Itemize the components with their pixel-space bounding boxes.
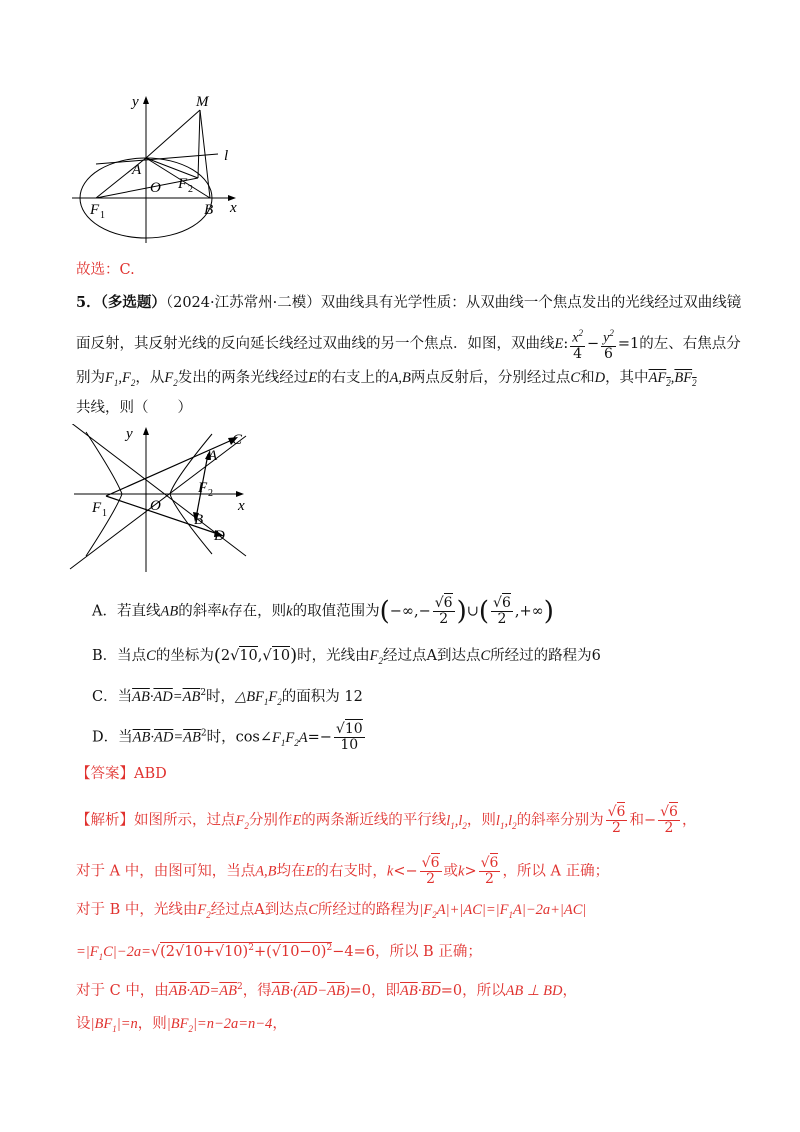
option-b-text-6: 所经过的路程为6: [490, 648, 601, 664]
question-text-3a: 别为: [76, 370, 105, 386]
fig1-label-l: l: [224, 148, 229, 164]
question-line-2: 面反射，其反射光线的反向延长线经过双曲线的另一个焦点．如图，双曲线E: $\frac{x^2}{4}$ − $\frac{y^2}{6}$ =1的左、右焦点分: [76, 328, 741, 362]
option-a-text-2: 的斜率: [178, 603, 222, 620]
option-b: B．当点C的坐标为(2√10,√10)时，光线由$F_2$经过点A到达点C所经过的路程为6: [92, 645, 601, 666]
question-text-1: 双曲线具有光学性质：从双曲线一个焦点发出的光线经过双曲线镜: [320, 295, 742, 311]
fig2-label-b: B: [194, 512, 204, 528]
fig1-label-x: x: [230, 200, 237, 216]
analysis-line-6: 设$|BF_1|=n$，则$|BF_2|=n-2a=n-4$，: [76, 1016, 287, 1034]
fig1-label-m: M: [196, 94, 209, 110]
previous-answer: 故选：C.: [76, 262, 135, 278]
fig2-label-c: C: [232, 432, 243, 448]
fig2-label-y: y: [126, 426, 133, 442]
analysis-text-5d: ，所以: [462, 982, 506, 999]
analysis-text-1d: ，则: [466, 812, 496, 829]
fig2-label-o: O: [150, 498, 161, 514]
analysis-text-6b: ，则: [137, 1016, 167, 1032]
analysis-text-2a: 对于 A 中，由图可知，当点: [76, 863, 256, 880]
option-a-text-1: A．若直线: [92, 603, 161, 620]
analysis-text-3b: 经过点: [210, 902, 255, 918]
fig1-label-f2-sub: 2: [188, 184, 193, 195]
analysis-line-5: 对于 C 中，由$\overline{AB}\cdot\overline{AD}=\overline{AB}^2$，得$\overline{AB}\cdot(\overline{AD}-\overline{AB})=0$，即$\overline{AB}\cdot\overline{BD}=0$，所以AB ⊥ BD，: [76, 982, 578, 999]
analysis-text-2c: 的右支时，: [314, 863, 387, 880]
fig1-label-a: A: [132, 162, 142, 178]
question-line-3: 别为$F_1,F_2$，从$F_2$发出的两条光线经过E的右支上的A,B两点反射后，分别经过点C和D，其中$AF_2,BF_2$: [76, 370, 697, 388]
analysis-text-4: ，所以 B 正确；: [374, 943, 482, 960]
analysis-line-1: 【解析】如图所示，过点$F_2$分别作E的两条渐近线的平行线$l_1,l_2$，则$l_1,l_2$的斜率分别为 $\frac{√6}{2}$ 和− $\frac{√6}{2}$ ，: [76, 804, 697, 836]
analysis-text-2e: ，所以 A 正确；: [502, 863, 610, 880]
question-text-3e: 两点反射后，分别经过点: [410, 370, 571, 386]
question-text-3f: 和: [580, 370, 595, 386]
analysis-text-5b: ，得: [242, 982, 272, 999]
fig2-label-f1: F: [92, 500, 102, 516]
question-text-3d: 的右支上的: [317, 370, 390, 386]
question-tag: （多选题）: [100, 294, 166, 311]
option-c-text-3: 的面积为 12: [281, 688, 363, 705]
analysis-text-6a: 设: [76, 1016, 91, 1032]
analysis-text-1c: 的两条渐近线的平行线: [301, 812, 447, 829]
option-a-text-3: 存在，则: [228, 603, 287, 620]
question-text-2b: 的左、右焦点分: [639, 335, 741, 352]
option-a-text-4: 的取值范围为: [292, 603, 380, 620]
option-b-text-2: 的坐标为: [155, 648, 214, 664]
question-line-4: 共线，则（ ）: [76, 400, 192, 416]
analysis-line-4: $=|F_1C|-2a=√(2√10+√10)^2+(√10-0)^2-4=6$，所以 B 正确；: [76, 943, 482, 962]
analysis-text-3d: 所经过的路程为: [317, 902, 420, 918]
fig2-label-f1-sub: 1: [102, 508, 107, 519]
fig2-label-d: D: [214, 528, 225, 544]
analysis-text-3c: 到达点: [264, 902, 309, 918]
ellipse-figure: [60, 88, 260, 248]
option-d: D．当$\overline{AB}\cdot\overline{AD}=\overline{AB}^2$时，$\cos\angle F_1F_2A=-$ $\frac{√10}{10}$: [92, 721, 363, 753]
option-b-text-4: 经过点: [382, 648, 427, 664]
fig1-label-y: y: [132, 94, 139, 110]
question-number: 5．: [76, 294, 101, 311]
analysis-text-2b: 均在: [276, 863, 306, 880]
option-c-text-1: C．当: [92, 688, 133, 705]
analysis-line-3: 对于 B 中，光线由$F_2$经过点A到达点C所经过的路程为$|F_2A|+|AC|=|F_1A|-2a+|AC|$: [76, 902, 587, 920]
analysis-text-1f: 和: [629, 812, 644, 829]
analysis-text-5c: ，即: [371, 982, 401, 999]
option-c: C．当$\overline{AB}\cdot\overline{AD}=\overline{AB}^2$时，$\triangle BF_1F_2$的面积为 12: [92, 688, 363, 707]
analysis-text-1a: 【解析】如图所示，过点: [76, 812, 236, 829]
option-b-text-5: 到达点: [436, 648, 481, 664]
analysis-text-2d: 或: [443, 863, 458, 880]
fig1-label-f1: F: [90, 202, 100, 218]
fig1-label-f1-sub: 1: [100, 210, 105, 221]
question-text-2a: 面反射，其反射光线的反向延长线经过双曲线的另一个焦点．如图，双曲线: [76, 335, 555, 352]
fig2-label-a: A: [208, 448, 218, 464]
fig1-label-f2: F: [178, 176, 188, 192]
option-c-text-2: 时，: [206, 688, 236, 705]
question-text-3g: ，其中: [605, 370, 649, 386]
question-text-3b: ，从: [135, 370, 165, 386]
option-a: A．若直线AB的斜率k存在，则k的取值范围为(−∞,− $\frac{√6}{2}$ )∪( $\frac{√6}{2}$ ,+∞): [92, 595, 554, 627]
option-b-text-1: B．当点: [92, 648, 147, 664]
analysis-text-1e: 的斜率分别为: [516, 812, 604, 829]
answer: 【答案】ABD: [76, 766, 167, 782]
hyperbola-figure: [66, 424, 266, 574]
option-d-text-2: 时，: [206, 729, 236, 746]
analysis-line-2: 对于 A 中，由图可知，当点A,B均在E的右支时，k<− $\frac{√6}{2}$ 或k> $\frac{√6}{2}$ ，所以 A 正确；: [76, 855, 610, 887]
analysis-text-1b: 分别作: [248, 812, 293, 829]
fig1-label-o: O: [150, 180, 161, 196]
option-d-text-1: D．当: [92, 729, 133, 746]
analysis-text-3a: 对于 B 中，光线由: [76, 902, 198, 918]
fig2-label-f2-sub: 2: [208, 488, 213, 499]
question-text-3c: 发出的两条光线经过: [177, 370, 309, 386]
fig2-label-f2: F: [198, 480, 208, 496]
analysis-text-5a: 对于 C 中，由: [76, 982, 169, 999]
fig2-label-x: x: [238, 498, 245, 514]
question-source: （2024·江苏常州·二模）: [165, 295, 321, 311]
question-line-1: [76, 293, 741, 313]
fig1-label-b: B: [204, 202, 214, 218]
option-b-text-3: 时，光线由: [297, 648, 370, 664]
